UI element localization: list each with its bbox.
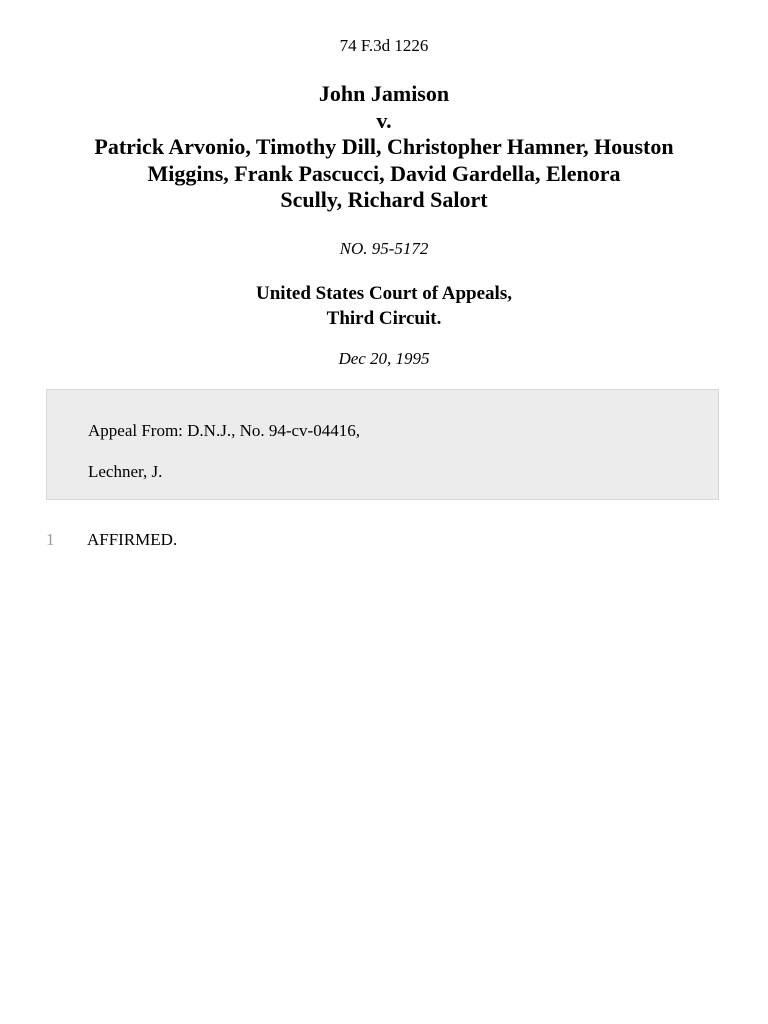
appeal-info-box bbox=[46, 389, 719, 500]
paragraph-number: 1 bbox=[46, 530, 55, 549]
docket-number: NO. 95-5172 bbox=[339, 239, 429, 258]
defendants-line-1: Patrick Arvonio, Timothy Dill, Christopher Hamner, Houston bbox=[94, 134, 674, 159]
court-line-1: United States Court of Appeals, bbox=[256, 283, 512, 304]
court-name bbox=[0, 281, 768, 331]
paragraph-text: AFFIRMED. bbox=[87, 530, 178, 549]
decision-date: Dec 20, 1995 bbox=[338, 349, 430, 368]
judge-name: Lechner, J. bbox=[88, 462, 163, 481]
paragraph bbox=[46, 530, 177, 550]
court-line-2: Third Circuit. bbox=[326, 308, 442, 329]
plaintiff-name: John Jamison bbox=[318, 81, 450, 106]
defendants-line-2: Miggins, Frank Pascucci, David Gardella, Elenora bbox=[147, 160, 621, 186]
citation: 74 F.3d 1226 bbox=[339, 36, 429, 55]
appeal-from: Appeal From: D.N.J., No. 94-cv-04416, bbox=[88, 421, 360, 440]
case-caption bbox=[40, 81, 728, 214]
versus: v. bbox=[376, 107, 392, 133]
defendants-line-3: Scully, Richard Salort bbox=[280, 187, 488, 212]
